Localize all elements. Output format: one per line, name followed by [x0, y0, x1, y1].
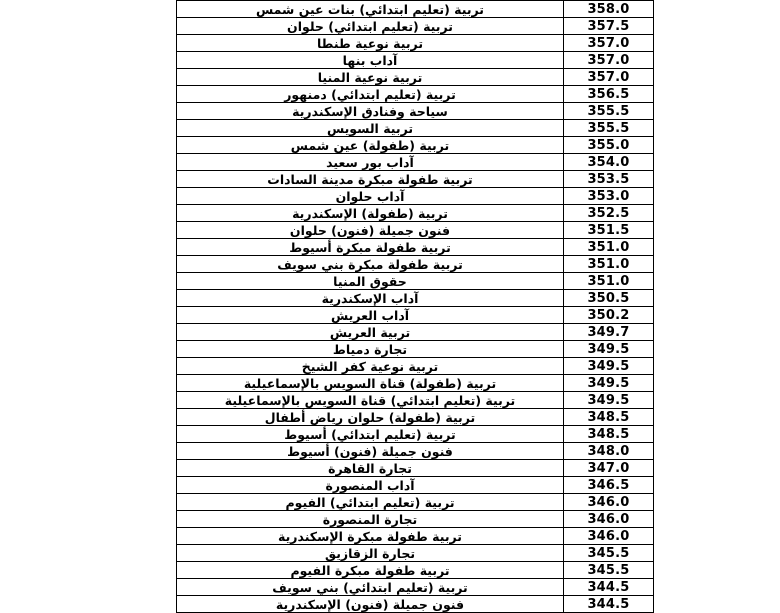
score-cell: 349.7: [564, 324, 654, 341]
table-row: [177, 52, 654, 69]
score-cell: 350.5: [564, 290, 654, 307]
score-cell: 351.0: [564, 256, 654, 273]
score-cell: 355.5: [564, 103, 654, 120]
faculty-name-cell: آداب بنها: [177, 52, 564, 69]
faculty-name-cell: تربية (تعليم ابتدائي) بني سويف: [177, 579, 564, 596]
scores-sheet: [176, 0, 651, 613]
score-cell: 357.0: [564, 52, 654, 69]
table-row: [177, 222, 654, 239]
table-row: [177, 562, 654, 579]
score-cell: 346.0: [564, 528, 654, 545]
table-row: [177, 188, 654, 205]
faculty-name-cell: آداب العريش: [177, 307, 564, 324]
faculty-name-cell: تربية نوعية كفر الشيخ: [177, 358, 564, 375]
table-row: [177, 171, 654, 188]
faculty-name-cell: تربية طفولة مبكرة الإسكندرية: [177, 528, 564, 545]
table-row: [177, 511, 654, 528]
score-cell: 353.5: [564, 171, 654, 188]
faculty-name-cell: تربية طفولة مبكرة أسيوط: [177, 239, 564, 256]
table-row: [177, 579, 654, 596]
faculty-name-cell: تربية (تعليم ابتدائي) الفيوم: [177, 494, 564, 511]
score-cell: 357.5: [564, 18, 654, 35]
score-cell: 348.0: [564, 443, 654, 460]
score-cell: 349.5: [564, 341, 654, 358]
faculty-name-cell: سياحة وفنادق الإسكندرية: [177, 103, 564, 120]
score-cell: 346.5: [564, 477, 654, 494]
table-row: [177, 341, 654, 358]
score-cell: 348.5: [564, 409, 654, 426]
faculty-name-cell: تربية (طفولة) قناة السويس بالإسماعيلية: [177, 375, 564, 392]
score-cell: 348.5: [564, 426, 654, 443]
faculty-name-cell: تربية طفولة مبكرة مدينة السادات: [177, 171, 564, 188]
faculty-name-cell: فنون جميلة (فنون) حلوان: [177, 222, 564, 239]
table-row: [177, 409, 654, 426]
score-cell: 349.5: [564, 392, 654, 409]
faculty-name-cell: تربية طفولة مبكرة الفيوم: [177, 562, 564, 579]
table-row: [177, 256, 654, 273]
table-row: [177, 596, 654, 613]
table-row: [177, 205, 654, 222]
table-row: [177, 528, 654, 545]
table-row: [177, 460, 654, 477]
table-row: [177, 1, 654, 18]
table-row: [177, 137, 654, 154]
faculty-name-cell: تربية نوعية طنطا: [177, 35, 564, 52]
faculty-name-cell: فنون جميلة (فنون) الإسكندرية: [177, 596, 564, 613]
faculty-name-cell: تربية السويس: [177, 120, 564, 137]
table-row: [177, 443, 654, 460]
score-cell: 349.5: [564, 375, 654, 392]
score-cell: 345.5: [564, 562, 654, 579]
score-cell: 344.5: [564, 579, 654, 596]
table-row: [177, 273, 654, 290]
faculty-name-cell: آداب حلوان: [177, 188, 564, 205]
scores-table-body: [177, 1, 654, 613]
faculty-name-cell: تجارة القاهرة: [177, 460, 564, 477]
faculty-name-cell: تربية (طفولة) حلوان رياض أطفال: [177, 409, 564, 426]
score-cell: 355.0: [564, 137, 654, 154]
table-row: [177, 290, 654, 307]
table-row: [177, 426, 654, 443]
score-cell: 346.0: [564, 494, 654, 511]
table-row: [177, 120, 654, 137]
score-cell: 345.5: [564, 545, 654, 562]
faculty-name-cell: فنون جميلة (فنون) أسيوط: [177, 443, 564, 460]
table-row: [177, 545, 654, 562]
scores-table: [176, 0, 654, 613]
faculty-name-cell: آداب بور سعيد: [177, 154, 564, 171]
score-cell: 357.0: [564, 69, 654, 86]
faculty-name-cell: تربية طفولة مبكرة بني سويف: [177, 256, 564, 273]
faculty-name-cell: تربية (تعليم ابتدائي) أسيوط: [177, 426, 564, 443]
table-row: [177, 239, 654, 256]
table-row: [177, 86, 654, 103]
score-cell: 351.0: [564, 239, 654, 256]
score-cell: 351.0: [564, 273, 654, 290]
faculty-name-cell: تجارة المنصورة: [177, 511, 564, 528]
faculty-name-cell: تربية العريش: [177, 324, 564, 341]
faculty-name-cell: تربية (تعليم ابتدائي) بنات عين شمس: [177, 1, 564, 18]
faculty-name-cell: آداب المنصورة: [177, 477, 564, 494]
score-cell: 353.0: [564, 188, 654, 205]
score-cell: 344.5: [564, 596, 654, 613]
faculty-name-cell: تجارة دمياط: [177, 341, 564, 358]
score-cell: 355.5: [564, 120, 654, 137]
table-row: [177, 358, 654, 375]
score-cell: 350.2: [564, 307, 654, 324]
table-row: [177, 324, 654, 341]
table-row: [177, 103, 654, 120]
score-cell: 347.0: [564, 460, 654, 477]
faculty-name-cell: حقوق المنيا: [177, 273, 564, 290]
score-cell: 354.0: [564, 154, 654, 171]
table-row: [177, 35, 654, 52]
faculty-name-cell: تربية (تعليم ابتدائي) قناة السويس بالإسماعيلية: [177, 392, 564, 409]
table-row: [177, 154, 654, 171]
faculty-name-cell: تجارة الزقازيق: [177, 545, 564, 562]
faculty-name-cell: تربية نوعية المنيا: [177, 69, 564, 86]
table-row: [177, 494, 654, 511]
score-cell: 346.0: [564, 511, 654, 528]
faculty-name-cell: تربية (تعليم ابتدائي) دمنهور: [177, 86, 564, 103]
faculty-name-cell: تربية (طفولة) الإسكندرية: [177, 205, 564, 222]
table-row: [177, 477, 654, 494]
score-cell: 356.5: [564, 86, 654, 103]
score-cell: 358.0: [564, 1, 654, 18]
score-cell: 357.0: [564, 35, 654, 52]
faculty-name-cell: تربية (طفولة) عين شمس: [177, 137, 564, 154]
score-cell: 352.5: [564, 205, 654, 222]
score-cell: 351.5: [564, 222, 654, 239]
table-row: [177, 392, 654, 409]
score-cell: 349.5: [564, 358, 654, 375]
table-row: [177, 18, 654, 35]
faculty-name-cell: آداب الإسكندرية: [177, 290, 564, 307]
table-row: [177, 375, 654, 392]
table-row: [177, 69, 654, 86]
table-row: [177, 307, 654, 324]
faculty-name-cell: تربية (تعليم ابتدائي) حلوان: [177, 18, 564, 35]
